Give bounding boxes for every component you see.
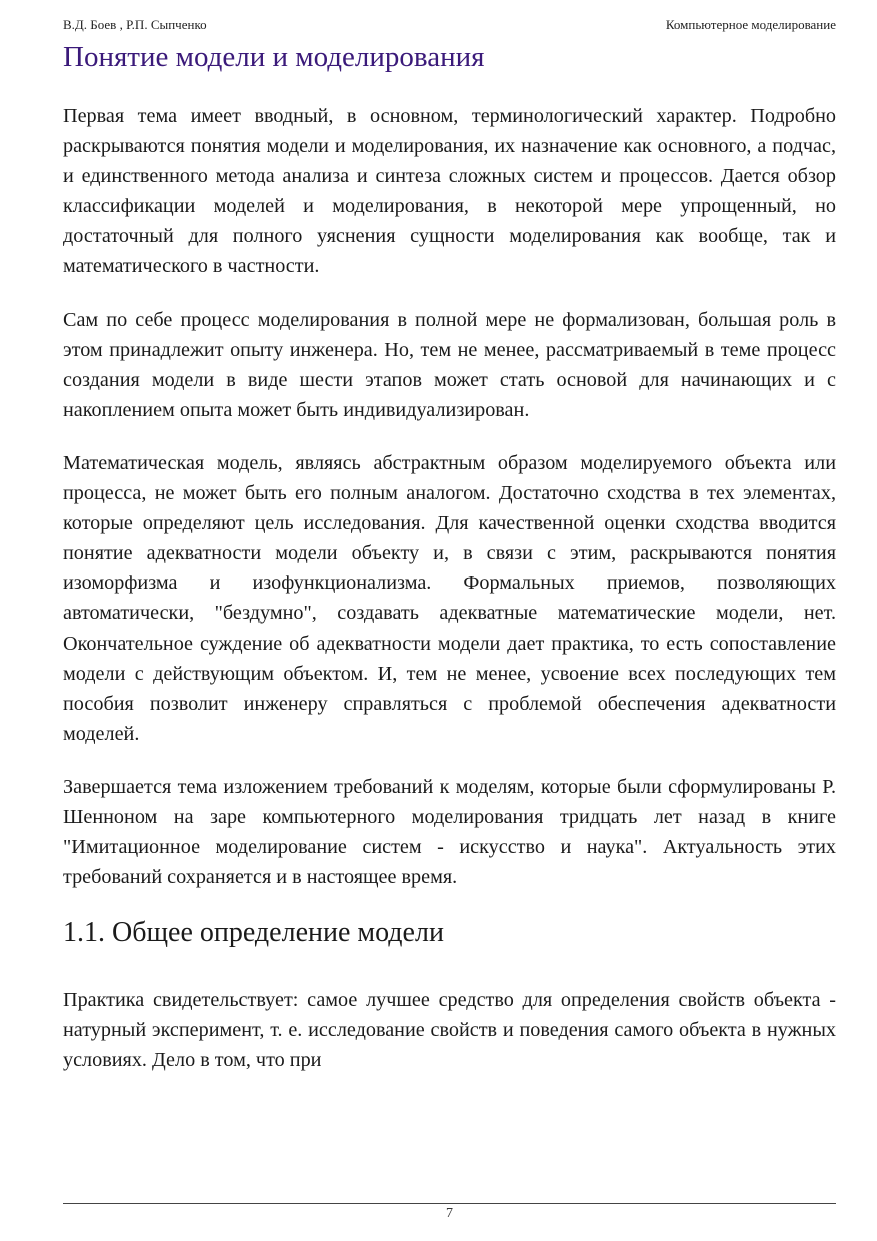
paragraph: Завершается тема изложением требований к моделям, которые были сформулированы Р. Шенноном на заре компьютерного моделирования тридцать лет назад в книге "Имитационное моделирование систем - искусство и наука". Актуальность этих требований сохраняется и в настоящее время. xyxy=(63,775,836,889)
page-number: 7 xyxy=(446,1206,453,1221)
footer-divider xyxy=(63,1203,836,1204)
chapter-title: Понятие модели и моделирования xyxy=(63,41,485,73)
header-authors: В.Д. Боев , Р.П. Сыпченко xyxy=(63,17,207,32)
document-page xyxy=(63,0,836,1241)
running-header xyxy=(63,17,836,35)
header-book-title: Компьютерное моделирование xyxy=(665,17,836,32)
paragraph: Сам по себе процесс моделирования в полной мере не формализован, большая роль в этом принадлежит опыту инженера. Но, тем не менее, рассматриваемый в теме процесс создания модели в виде шести этапов может стать основой для начинающих и с накоплением опыта может быть индивидуализирован. xyxy=(63,308,836,421)
paragraph: Первая тема имеет вводный, в основном, терминологический характер. Подробно раскрываются понятия модели и моделирования, их назначение как основного, а подчас, и единственного метода анализа и синтеза сложных систем и процессов. Дается обзор классификации моделей и моделирования, в некоторой мере упрощенный, но достаточный для полного уяснения сущности моделирования как вообще, так и математического в частности. xyxy=(63,105,836,278)
section-paragraph: Практика свидетельствует: самое лучшее средство для определения свойств объекта - натурный эксперимент, т. е. исследование свойств и поведения самого объекта в нужных условиях. Дело в том, что при xyxy=(63,989,836,1072)
paragraph: Математическая модель, являясь абстрактным образом моделируемого объекта или процесса, не может быть его полным аналогом. Достаточно сходства в тех элементах, которые определяют цель исследования. Для качественной оценки сходства вводится понятие адекватности модели объекту и, в связи с этим, раскрываются понятия изоморфизма и изофункционализма. Формальных приемов, позволяющих автоматически, "бездумно", создавать адекватные математические модели, нет. Окончательное суждение об адекватности модели дает практика, то есть сопоставление модели с действующим объектом. И, тем не менее, усвоение всех последующих тем пособия позволит инженеру справляться с проблемой обеспечения адекватности моделей. xyxy=(63,451,836,745)
section-title: 1.1. Общее определение модели xyxy=(63,917,444,949)
document-body xyxy=(63,101,836,1076)
